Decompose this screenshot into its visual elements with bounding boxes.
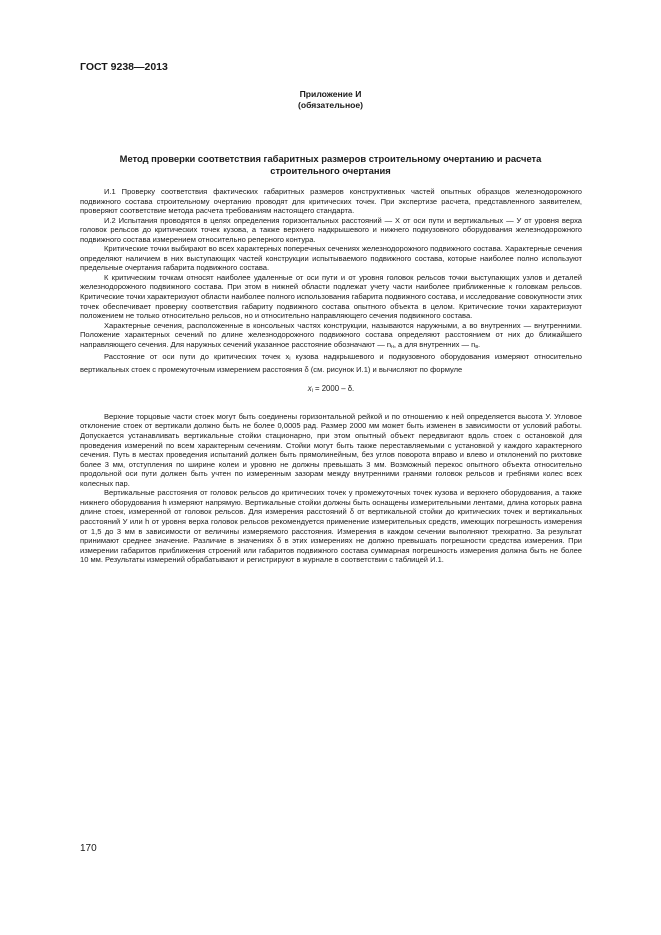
formula-subscript: i [311, 388, 313, 395]
paragraph [80, 352, 582, 374]
formula [80, 384, 582, 397]
formula-lhs: x [307, 384, 312, 394]
subscript-i: i [289, 356, 291, 363]
appendix-title: Приложение И [299, 89, 362, 99]
appendix-status: (обязательное) [297, 100, 364, 110]
paragraph: Критические точки выбирают во всех характерных поперечных сечениях железнодорожного подвижного состава. Характерные сечения определяют наличием в них выступающих частей конструкции испытываемого подвижного состава, которые наиболее полно используют предельные очертания габарита подвижного состава. [80, 244, 582, 273]
subscript-inner: в [475, 343, 479, 350]
paragraph: Вертикальные расстояния от головок рельсов до критических точек у промежуточных точек кузова и верхнего оборудования, а также нижнего оборудования h измеряют напрямую. Вертикальные стойки должны быть оснащены измерительными лентами, длина которых равна длине стоек, измеренной от головок рельсов. Для измерения расстояний δ от вертикальной стойки до критических точек и вертикальных расстояний У или h от уровня верха головок рельсов рекомендуется применение измерительных средств, имеющих погрешность измерения от 1,5 до 3 мм в зависимости от величины измеряемого расстояния. Измерения в каждом сечении выполняют трехкратно. За результат принимают среднее значение. Различие в значениях δ в этих измерениях не должно превышать погрешности средства измерения. При измерении габаритов приближения строений или габаритов подвижного состава суммарная погрешность измерения должна быть не более 10 мм. Результаты измерений обрабатывают и регистрируют в журнале в соответствии с таблицей И.1. [80, 488, 582, 565]
section-title: Метод проверки соответствия габаритных размеров строительному очертанию и расчета строительного очертания [119, 153, 542, 176]
formula-rhs: = 2000 – δ. [312, 384, 355, 394]
paragraph-text: кузова надкрышевого и подкузовного оборудования измеряют относительно вертикальных стоек с промежуточным измерением расстояния δ (см. рисунок И.1) и вычисляют по формуле [80, 352, 582, 374]
paragraph-text: Расстояние от оси пути до критических точек x [104, 352, 290, 362]
paragraph-text: , а для внутренних — n [393, 339, 476, 349]
paragraph-text: . [478, 339, 481, 349]
paragraph: Верхние торцовые части стоек могут быть соединены горизонтальной рейкой и по отношению к ней определяется высота У. Угловое отклонение стоек от вертикали должно быть не более 0,0005 рад. Размер 2000 мм может быть изменен в зависимости от условий работы. Допускается устанавливать вертикальные стойки стационарно, при этом опытный объект передвигают вдоль стоек с остановкой для проведения измерений по всем характерным сечениям. Стойки могут быть также переставляемыми с установкой у каждого характерного сечения. Путь в местах проведения испытаний должен быть прямолинейным, без углов поворота вправо и влево и отклонений по рихтовке более 3 мм, отступления по ширине колеи и уровню не должны превышать 3 мм. Возможный перекос опытного объекта относительно продольной оси пути должен быть учтен по измеренным зазорам между внутренними гранями головок рельсов и гребнями колес всех колесных пар. [80, 411, 582, 488]
body-text [80, 187, 582, 565]
page-number: 170 [80, 843, 97, 854]
paragraph-text: Характерные сечения, расположенные в консольных частях конструкции, называются наружными, а во внутренних — внутренними. Положение характерных сечений по длине железнодорожного подвижного состава определяют расстоянием от них до ближайшего направляющего сечения. Для наружных сечений указанное расстояние обозначают — n [80, 320, 582, 349]
subscript-outer: н [391, 343, 394, 350]
paragraph: И.1 Проверку соответствия фактических габаритных размеров конструктивных частей опытных образцов железнодорожного подвижного состава строительному очертанию проводят для критических точек. При экспертизе расчета, представленного заявителем, проверяют соответствие метода расчета требованиям настоящего стандарта. [80, 187, 582, 216]
document-header: ГОСТ 9238—2013 [80, 61, 168, 73]
paragraph [80, 321, 582, 353]
paragraph: К критическим точкам относят наиболее удаленные от оси пути и от уровня головок рельсов точки выступающих узлов и деталей железнодорожного подвижного состава. При этом в нижней области подлежат учету части наиболее приближенные к головкам рельсов. Критические точки характеризуют области наиболее полного использования габарита подвижного состава, и исследование совокупности этих точек обеспечивает проверку соответствия габариту подвижного состава опытного объекта в целом. Критические точки характеризуют положением не только относительно рельсов, но и относительно направляющего сечения подвижного состава. [80, 272, 582, 321]
paragraph: И.2 Испытания проводятся в целях определения горизонтальных расстояний — X от оси пути и вертикальных — У от уровня верха головок рельсов до критических точек кузова, а также верхнего надкрышевого и нижнего подкузовного оборудования железнодорожного подвижного состава измерением относительно реперного контура. [80, 215, 582, 244]
